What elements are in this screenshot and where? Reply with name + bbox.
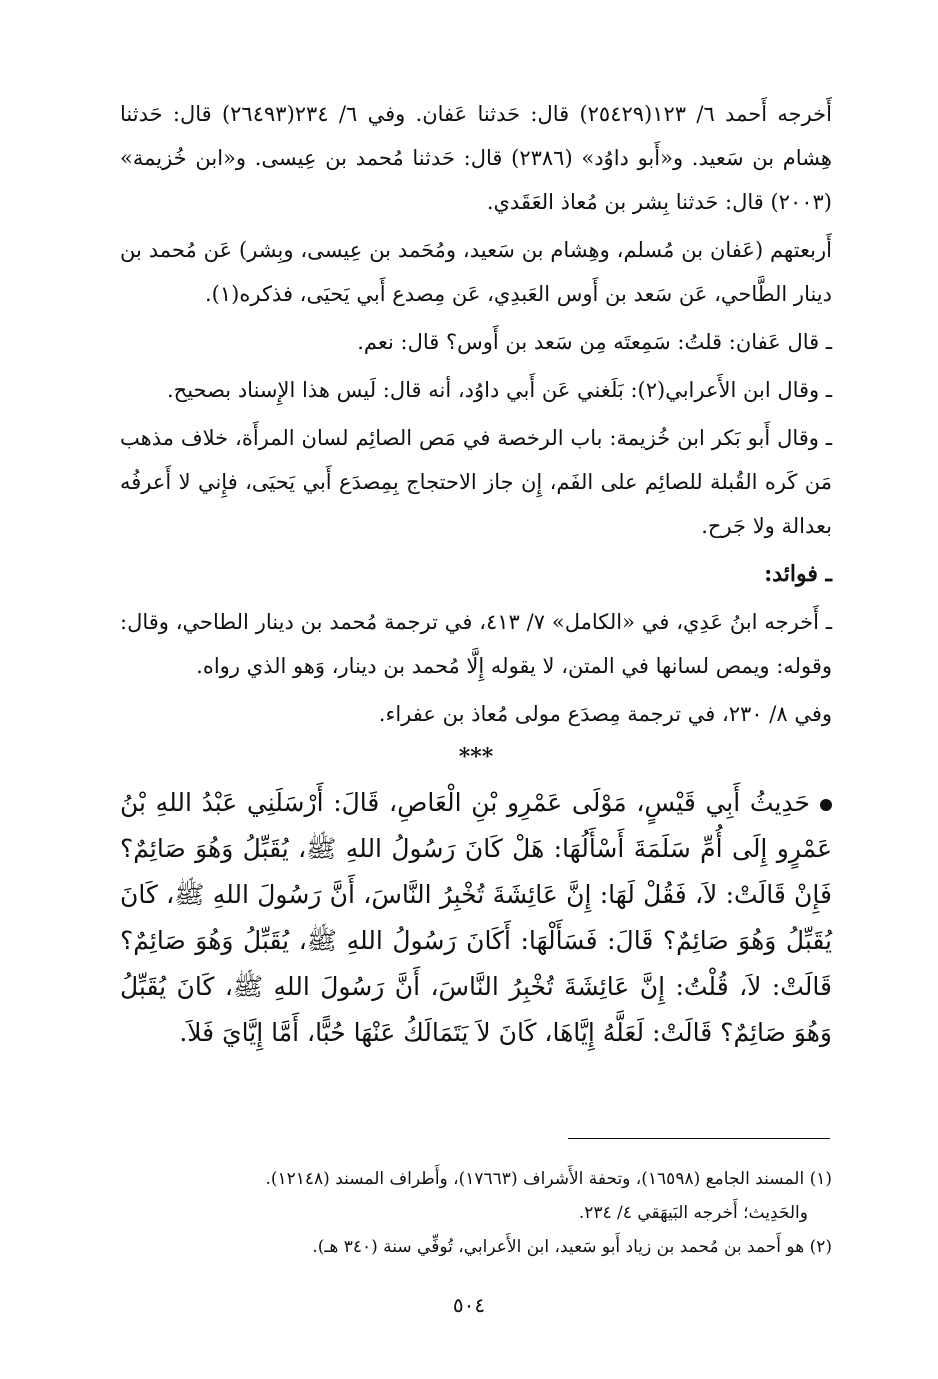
- fawaid-ibn-adi: ـ أَخرجه ابنُ عَدِي، في «الكامل» ٧/ ٤١٣، في ترجمة مُحمد بن دينار الطاحي، وقال: وقوله: ويمص لسانها في المتن، لا يقوله إِلَّا مُحمد بن دينار، وَهو الذي رواه.: [120, 610, 832, 678]
- fawaid-heading: ـ فوائد:: [764, 561, 832, 587]
- page-number: ٥٠٤: [452, 1293, 486, 1317]
- footnote-separator-line: [568, 1138, 830, 1139]
- fawaid-tarjama: وفي ٨/ ٢٣٠، في ترجمة مِصدَع مولى مُعاذ بن عفراء.: [378, 702, 832, 726]
- footnote-1-continuation: والحَدِيث؛ أَخرجه البَيهَقي ٤/ ٢٣٤.: [578, 1203, 808, 1223]
- footnotes: [120, 1162, 832, 1264]
- chain-paragraph: أَربعتهم (عَفان بن مُسلم، وهِشام بن سَعيد، ومُحَمد بن عِيسى، وبِشر) عَن مُحمد بن دينار الطَّاحي، عَن سَعد بن أَوس العَبدِي، عَن مِصدع أَبي يَحيَى، فذكره(١).: [120, 238, 832, 306]
- takhrij-paragraph: أَخرجه أَحمد ٦/ ١٢٣(٢٥٤٢٩) قال: حَدثنا عَفان. وفي ٦/ ٢٣٤(٢٦٤٩٣) قال: حَدثنا هِشام بن سَعيد. و«أَبو داوُد» (٢٣٨٦) قال: حَدثنا مُحمد بن عِيسى. و«ابن خُزيمة» (٢٠٠٣) قال: حَدثنا بِشر بن مُعاذ العَقَدي.: [120, 102, 832, 214]
- hadith-text: حَدِيثُ أَبِي قَيْسٍ، مَوْلَى عَمْرِو بْنِ الْعَاصِ، قَالَ: أَرْسَلَنِي عَبْدُ اللهِ بْنُ عَمْرٍو إِلَى أُمِّ سَلَمَةَ أَسْأَلُهَا: هَلْ كَانَ رَسُولُ اللهِ ﷺ، يُقَبِّلُ وَهُوَ صَائِمٌ؟ فَإِنْ قَالَتْ: لاَ، فَقُلْ لَهَا: إِنَّ عَائِشَةَ تُخْبِرُ النَّاسَ، أَنَّ رَسُولَ اللهِ ﷺ، كَانَ يُقَبِّلُ وَهُوَ صَائِمٌ؟ قَالَ: فَسَأَلْهَا: أَكَانَ رَسُولُ اللهِ ﷺ، يُقَبِّلُ وَهُوَ صَائِمٌ؟ قَالَتْ: لاَ، قُلْتُ: إِنَّ عَائِشَةَ تُخْبِرُ النَّاسَ، أَنَّ رَسُولَ اللهِ ﷺ، كَانَ يُقَبِّلُ وَهُوَ صَائِمٌ؟ قَالَتْ: لَعَلَّهُ إِيَّاهَا، كَانَ لاَ يَتَمَالَكُ عَنْهَا حُبًّا، أَمَّا إِيَّايَ فَلاَ.: [120, 788, 832, 1047]
- hadith-text-block: [120, 780, 832, 1056]
- footnote-2: (٢) هو أَحمد بن مُحمد بن زياد أَبو سَعيد، ابن الأَعرابي، تُوفِّي سنة (٣٤٠ هـ).: [312, 1237, 832, 1257]
- bullet-icon: [820, 799, 832, 811]
- page-body: [120, 92, 832, 1056]
- ibn-khuzayma-comment: ـ وقال أَبو بَكر ابن خُزيمة: باب الرخصة في مَص الصائِم لسان المرأَة، خلاف مذهب مَن كَره القُبلة للصائِم على الفَم، إِن جاز الاحتجاج بِمِصدَع أَبي يَحيَى، فإِني لا أَعرفُه بعدالة ولا جَرح.: [120, 426, 832, 538]
- ibn-arabi-comment: ـ وقال ابن الأَعرابي(٢): بَلَغني عَن أَبي داوُد، أنه قال: لَيس هذا الإِسناد بصحيح.: [166, 378, 832, 402]
- affan-comment: ـ قال عَفان: قلتُ: سَمِعتَه مِن سَعد بن أَوس؟ قال: نعم.: [357, 330, 832, 354]
- footnote-1: (١) المسند الجامع (١٦٥٩٨)، وتحفة الأَشراف (١٧٦٦٣)، وأَطراف المسند (١٢١٤٨).: [265, 1169, 832, 1189]
- section-separator-stars: ***: [458, 744, 494, 770]
